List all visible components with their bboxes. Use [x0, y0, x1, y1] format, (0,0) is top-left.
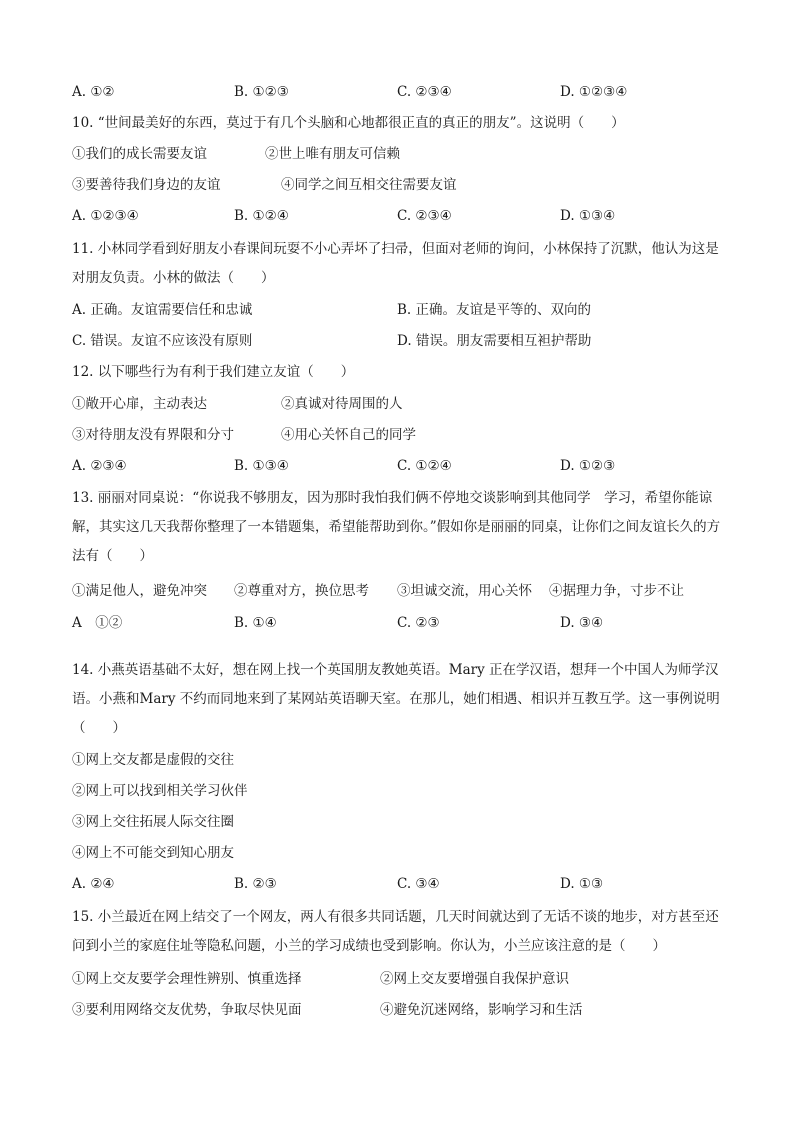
q12-option-d[interactable]: D. ①②③: [560, 458, 616, 474]
q12-item-2: ②真诚对待周围的人: [281, 396, 403, 412]
q10-items-row1: [72, 145, 732, 163]
q10-stem: 10. “世间最美好的东西，莫过于有几个头脑和心地都很正直的真正的朋友”。这说明（ ）: [72, 115, 625, 131]
q9-option-a[interactable]: A. ①②: [72, 84, 115, 100]
q9-option-b[interactable]: B. ①②③: [234, 84, 289, 100]
q13-item-4: ④据理力争，寸步不让: [549, 583, 684, 599]
q11-option-b[interactable]: B. 正确。友谊是平等的、双向的: [397, 302, 592, 318]
q15-item-2: ②网上交友要增强自我保护意识: [380, 971, 569, 987]
q12-options: [72, 457, 732, 475]
q10-options: [72, 207, 732, 225]
q15-items-row1: [72, 970, 732, 988]
q13-item-3: ③坦诚交流，用心关怀: [397, 583, 532, 599]
q12-items-row2: [72, 426, 732, 444]
q13-stem: 13. 丽丽对同桌说：“你说我不够朋友，因为那时我怕我们俩不停地交谈影响到其他同学 学习，希望你能谅解，其实这几天我帮你整理了一本错题集，希望能帮助到你。”假如你是丽丽的同桌，让你们之间友谊长久的方法有（ ）: [72, 490, 721, 564]
q12-option-b[interactable]: B. ①③④: [234, 458, 289, 474]
q11-option-d[interactable]: D. 错误。朋友需要相互袒护帮助: [397, 333, 592, 349]
q12-item-4: ④用心关怀自己的同学: [281, 427, 416, 443]
q14-item-3: ③网上交往拓展人际交往圈: [72, 814, 234, 830]
q10-item-1: ①我们的成长需要友谊: [72, 146, 207, 162]
q13-item-1: ①满足他人，避免冲突: [72, 583, 207, 599]
q13-option-a[interactable]: A ①②: [72, 615, 123, 631]
q14-options: [72, 875, 732, 893]
q13-items: [72, 582, 732, 600]
q15-stem: 15. 小兰最近在网上结交了一个网友，两人有很多共同话题，几天时间就达到了无话不谈的地步，对方甚至还问到小兰的家庭住址等隐私问题，小兰的学习成绩也受到影响。你认为，小兰应该注意的是（ ）: [72, 909, 719, 954]
q9-option-d[interactable]: D. ①②③④: [560, 84, 628, 100]
q13-option-d[interactable]: D. ③④: [560, 615, 604, 631]
q10-items-row2: [72, 176, 732, 194]
q12-option-a[interactable]: A. ②③④: [72, 458, 127, 474]
q13-option-b[interactable]: B. ①④: [234, 615, 277, 631]
q14-option-a[interactable]: A. ②④: [72, 876, 115, 892]
q13-options: [72, 614, 732, 632]
q14-item-1: ①网上交友都是虚假的交往: [72, 752, 234, 768]
q10-option-d[interactable]: D. ①③④: [560, 208, 616, 224]
q10-item-3: ③要善待我们身边的友谊: [72, 177, 221, 193]
q14-item-4: ④网上不可能交到知心朋友: [72, 845, 234, 861]
q10-option-b[interactable]: B. ①②④: [234, 208, 289, 224]
q12-stem: 12. 以下哪些行为有利于我们建立友谊（ ）: [72, 364, 355, 380]
q11-stem: 11. 小林同学看到好朋友小春课间玩耍不小心弄坏了扫帚，但面对老师的询问，小林保持了沉默，他认为这是对朋友负责。小林的做法（ ）: [72, 241, 719, 286]
q14-option-d[interactable]: D. ①③: [560, 876, 604, 892]
q9-option-c[interactable]: C. ②③④: [397, 84, 452, 100]
q15-item-4: ④避免沉迷网络，影响学习和生活: [380, 1002, 583, 1018]
q11-options-row1: [72, 301, 732, 319]
q12-items-row1: [72, 395, 732, 413]
q11-option-c[interactable]: C. 错误。友谊不应该没有原则: [72, 333, 253, 349]
q11-option-a[interactable]: A. 正确。友谊需要信任和忠诚: [72, 302, 253, 318]
q14-item-2: ②网上可以找到相关学习伙伴: [72, 783, 248, 799]
q14-option-b[interactable]: B. ②③: [234, 876, 277, 892]
q10-option-a[interactable]: A. ①②③④: [72, 208, 139, 224]
q14-stem: 14. 小燕英语基础不太好，想在网上找一个英国朋友教她英语。Mary 正在学汉语，想拜一个中国人为师学汉语。小燕和Mary 不约而同地来到了某网站英语聊天室。在那儿，她们相遇、相识并互教互学。这一事例说明（ ）: [72, 662, 720, 736]
q15-item-1: ①网上交友要学会理性辨别、慎重选择: [72, 971, 302, 987]
q12-option-c[interactable]: C. ①②④: [397, 458, 452, 474]
q15-items-row2: [72, 1001, 732, 1019]
q11-options-row2: [72, 332, 732, 350]
q10-option-c[interactable]: C. ②③④: [397, 208, 452, 224]
q12-item-1: ①敞开心扉，主动表达: [72, 396, 207, 412]
q15-item-3: ③要利用网络交友优势，争取尽快见面: [72, 1002, 302, 1018]
q12-item-3: ③对待朋友没有界限和分寸: [72, 427, 234, 443]
q14-option-c[interactable]: C. ③④: [397, 876, 440, 892]
q10-item-2: ②世上唯有朋友可信赖: [265, 146, 400, 162]
q10-item-4: ④同学之间互相交往需要友谊: [281, 177, 457, 193]
q9-options: [72, 83, 732, 101]
q13-option-c[interactable]: C. ②③: [397, 615, 440, 631]
q13-item-2: ②尊重对方，换位思考: [234, 583, 369, 599]
